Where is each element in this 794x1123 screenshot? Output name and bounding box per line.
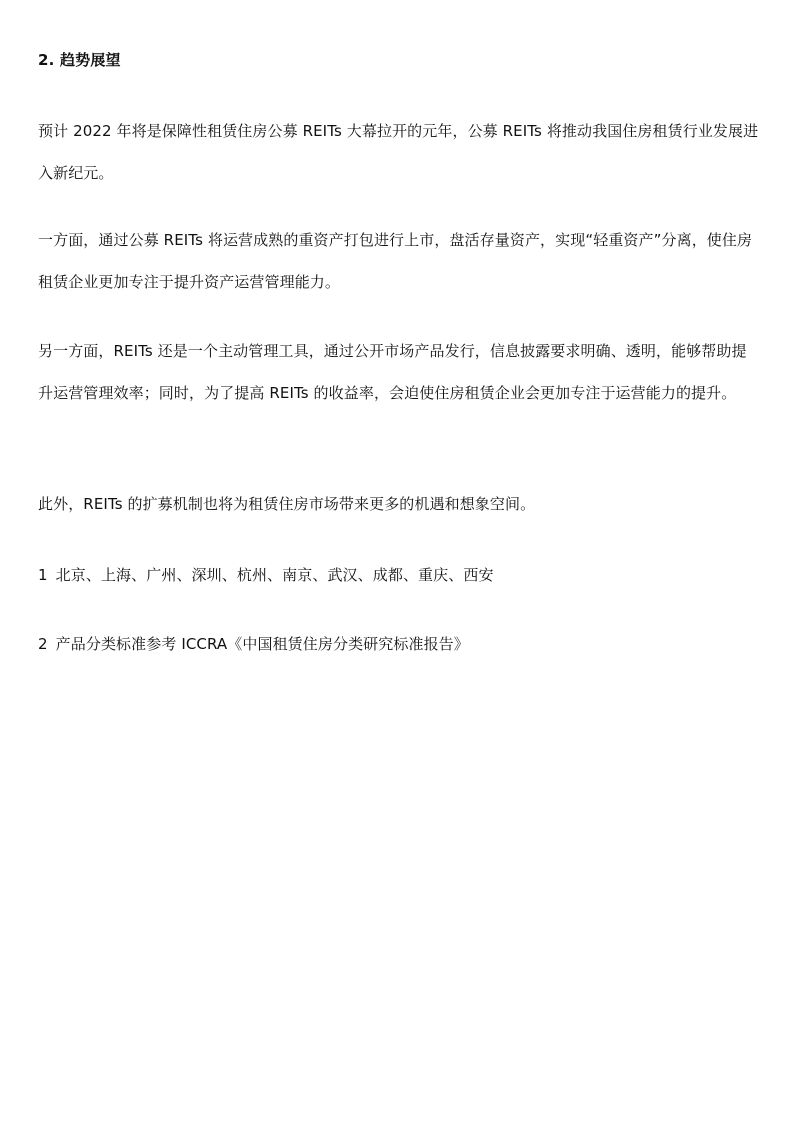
footnote-text: 北京、上海、广州、深圳、杭州、南京、武汉、成都、重庆、西安: [55, 566, 494, 584]
section-heading: 2. 趋势展望: [38, 51, 121, 69]
paragraph-expansion: 此外，REITs 的扩募机制也将为租赁住房市场带来更多的机遇和想象空间。: [38, 495, 536, 513]
paragraph-asset-separation: 一方面，通过公募 REITs 将运营成熟的重资产打包进行上市，盘活存量资产，实现“轻重资产”分离，使住房租赁企业更加专注于提升资产运营管理能力。: [38, 231, 753, 291]
paragraph-management-tool: 另一方面，REITs 还是一个主动管理工具，通过公开市场产品发行，信息披露要求明确、透明，能够帮助提升运营管理效率；同时，为了提高 REITs 的收益率，会迫使住房租赁企业会更加专注于运营能力的提升。: [38, 342, 747, 402]
paragraph-outlook: 预计 2022 年将是保障性租赁住房公募 REITs 大幕拉开的元年，公募 REITs 将推动我国住房租赁行业发展进入新纪元。: [38, 122, 759, 182]
footnote-number: 1: [38, 566, 48, 584]
footnote-1: [38, 563, 760, 587]
footnote-text: 产品分类标准参考 ICCRA《中国租赁住房分类研究标准报告》: [55, 635, 469, 653]
footnote-number: 2: [38, 635, 48, 653]
footnote-2: [38, 632, 760, 656]
